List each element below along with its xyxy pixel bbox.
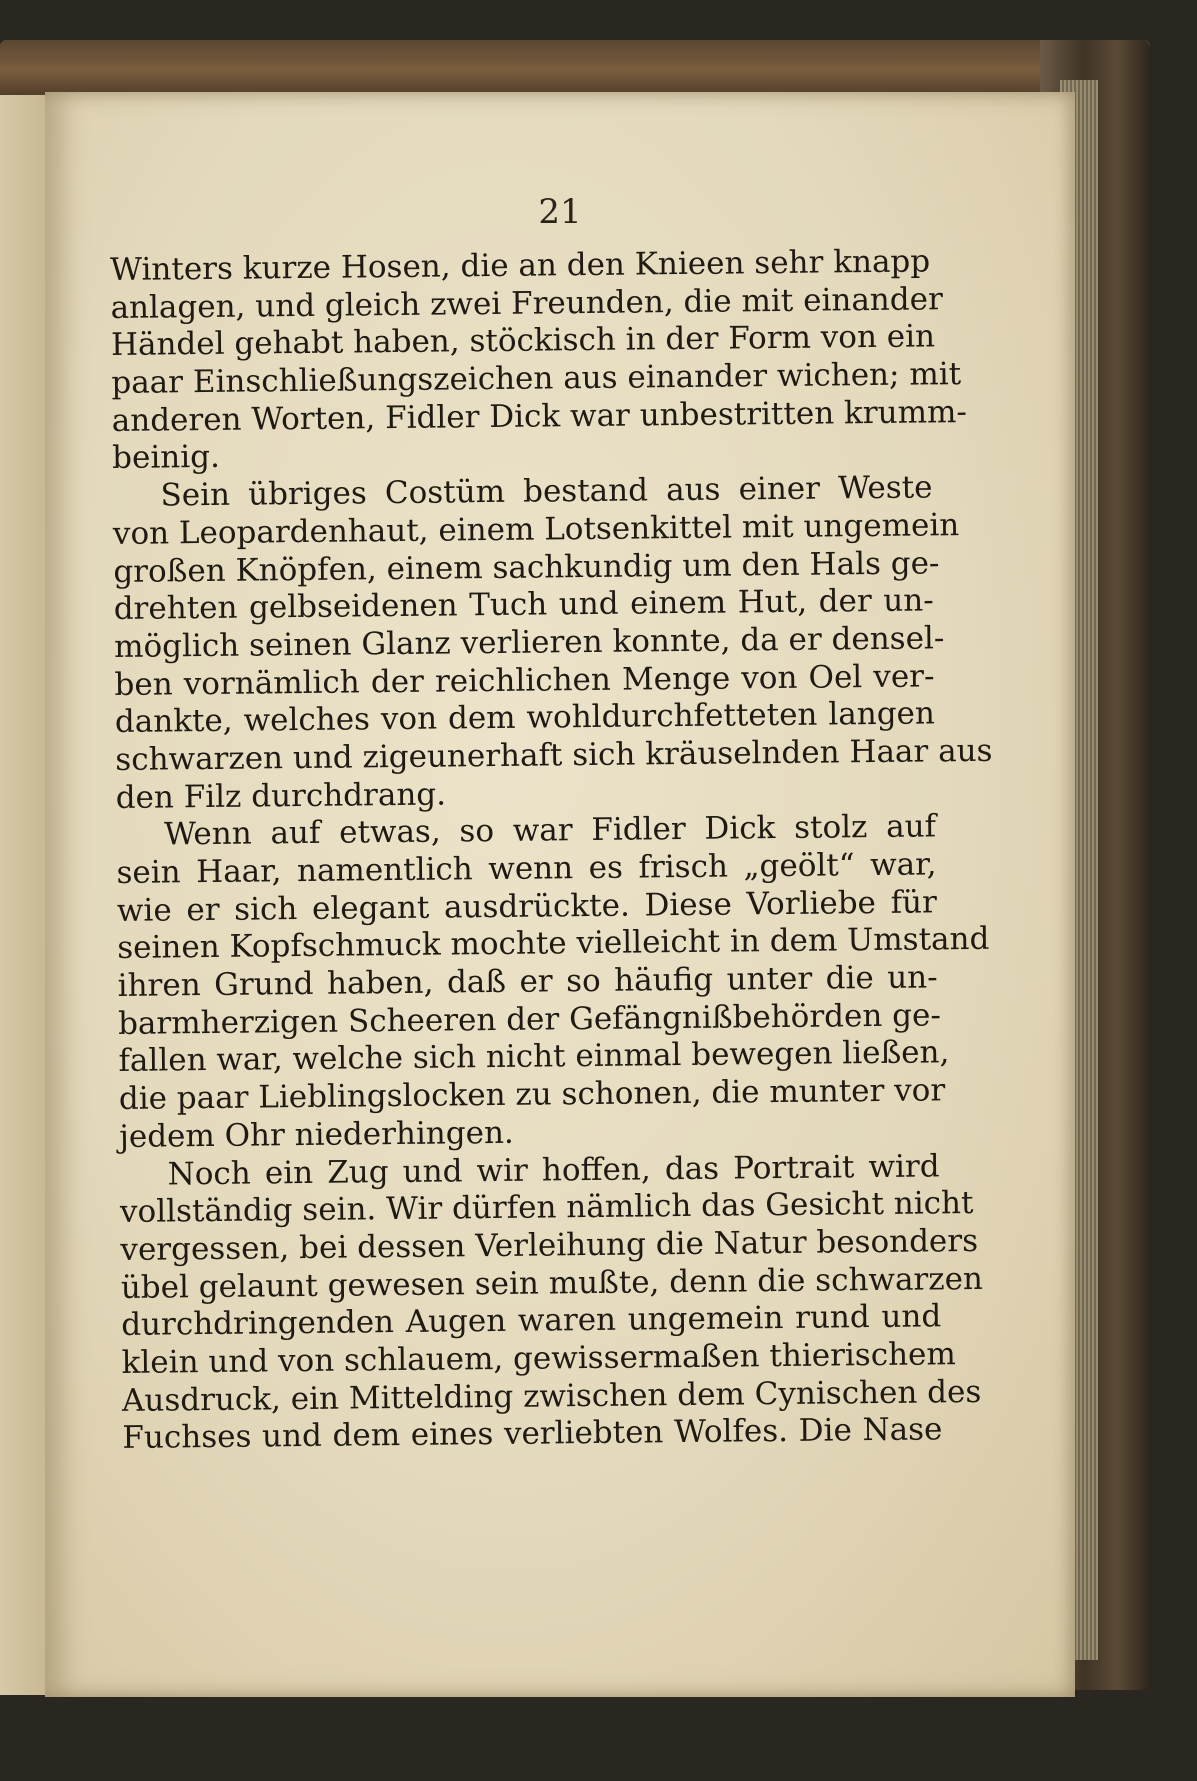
text-line: klein und von schlauem, gewissermaßen thierischem (121, 1336, 956, 1381)
text-line: beinig. (111, 439, 221, 477)
page-number: 21 (538, 192, 582, 232)
text-line: Sein übriges Costüm bestand aus einer Weste (160, 469, 933, 514)
text-line: Wenn auf etwas, so war Fidler Dick stolz auf (163, 808, 937, 853)
text-line: Händel gehabt haben, stöckisch in der Form von ein (110, 318, 936, 364)
book-cover-top-edge (0, 40, 1150, 100)
text-line: anlagen, und gleich zwei Freunden, die mit einander (110, 280, 943, 326)
text-line: drehten gelbseidenen Tuch und einem Hut, der un- (113, 582, 934, 628)
text-line: den Filz durchdrang. (115, 776, 447, 816)
text-line: großen Knöpfen, einem sachkundig um den Hals ge- (113, 544, 940, 590)
text-line: Noch ein Zug und wir hoffen, das Portrait wird (167, 1147, 940, 1192)
text-line: schwarzen und zigeunerhaft sich kräuselnden Haar aus (115, 732, 993, 778)
text-line: paar Einschließungszeichen aus einander wichen; mit (111, 356, 962, 402)
text-line: seinen Kopfschmuck mochte vielleicht in dem Umstand (117, 921, 990, 967)
text-line: von Leopardenhaut, einem Lotsenkittel mit ungemein (112, 506, 960, 552)
text-line: vergessen, bei dessen Verleihung die Natur besonders (120, 1222, 979, 1268)
text-line: wie er sich elegant ausdrückte. Diese Vorliebe für (116, 884, 938, 929)
page-text (110, 243, 993, 1458)
text-line: barmherzigen Scheeren der Gefängnißbehörden ge- (117, 997, 942, 1042)
book-page (45, 92, 1075, 1697)
text-line: Winters kurze Hosen, die an den Knieen sehr knapp (110, 243, 931, 288)
text-line: vollständig sein. Wir dürfen nämlich das Gesicht nicht (119, 1185, 974, 1231)
text-line: dankte, welches von dem wohldurchfetteten langen (114, 695, 936, 741)
text-line: ben vornämlich der reichlichen Menge von Oel ver- (114, 657, 935, 703)
text-line: übel gelaunt gewesen sein mußte, denn die schwarzen (120, 1260, 984, 1306)
text-line: ihren Grund haben, daß er so häufig unter die un- (117, 959, 938, 1005)
text-line: fallen war, welche sich nicht einmal bewegen ließen, (118, 1034, 950, 1080)
text-line: anderen Worten, Fidler Dick war unbestritten krumm- (111, 393, 968, 439)
previous-page-sliver (0, 95, 50, 1695)
text-line: jedem Ohr niederhingen. (119, 1114, 514, 1155)
text-line: sein Haar, namentlich wenn es frisch „geölt“ war, (116, 846, 937, 891)
text-line: Ausdruck, ein Mittelding zwischen dem Cynischen des (121, 1373, 982, 1419)
text-line: durchdringenden Augen waren ungemein rund und (121, 1298, 942, 1344)
text-line: Fuchses und dem eines verliebten Wolfes. Die Nase (122, 1411, 943, 1457)
text-line: möglich seinen Glanz verlieren konnte, da er densel- (113, 620, 945, 665)
text-line: die paar Lieblingslocken zu schonen, die munter vor (118, 1072, 946, 1118)
